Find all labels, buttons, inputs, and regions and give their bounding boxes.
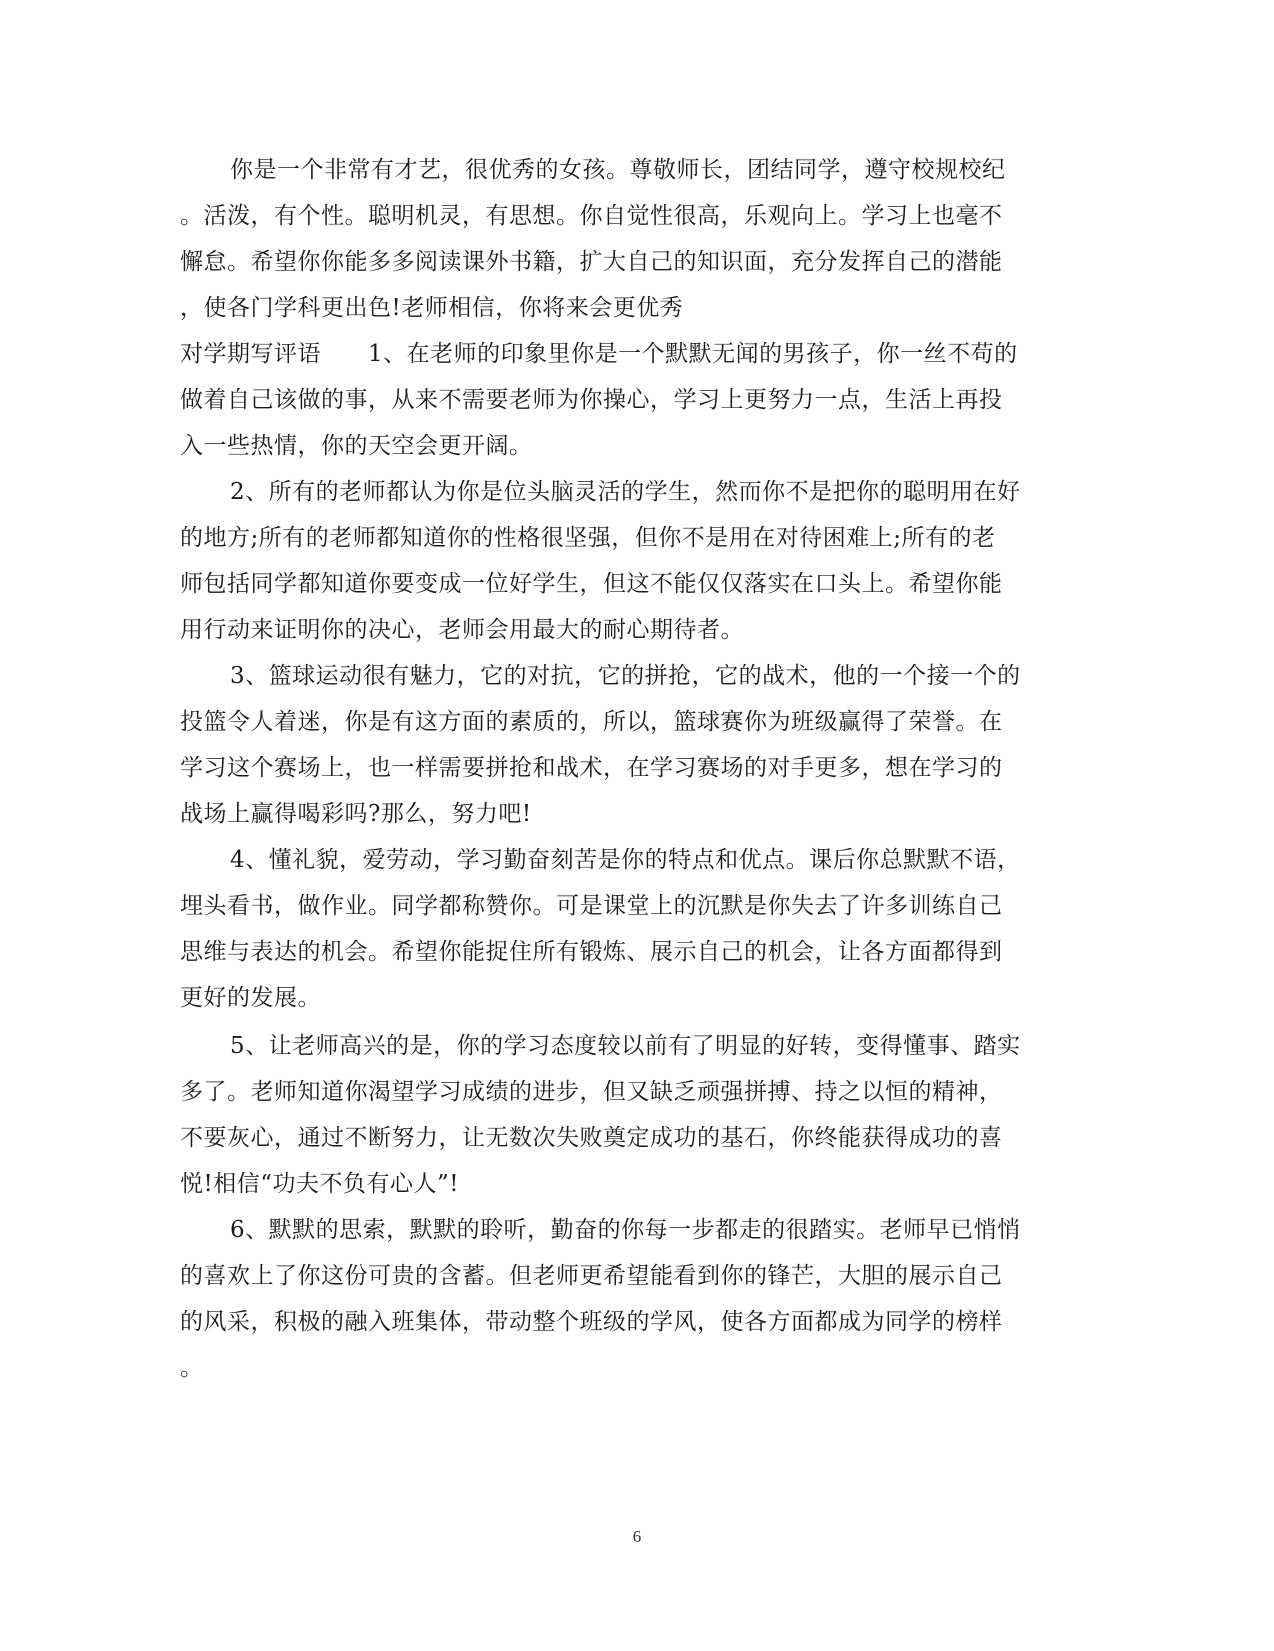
text-line: 投篮令人着迷，你是有这方面的素质的，所以，篮球赛你为班级赢得了荣誉。在 (180, 709, 1003, 735)
text-line: 的地方;所有的老师都知道你的性格很坚强，但你不是用在对待困难上;所有的老 (180, 525, 996, 551)
text-line: 。 (180, 1355, 204, 1381)
page-number: 6 (632, 1527, 642, 1546)
text-line: ，使各门学科更出色!老师相信，你将来会更优秀 (180, 295, 684, 321)
text-line: 对学期写评语 1、在老师的印象里你是一个默默无闻的男孩子，你一丝不苟的 (180, 341, 1018, 367)
text-line: 2、所有的老师都认为你是位头脑灵活的学生，然而你不是把你的聪明用在好 (230, 479, 1021, 505)
text-line: 多了。老师知道你渴望学习成绩的进步，但又缺乏顽强拼搏、持之以恒的精神， (180, 1079, 1003, 1105)
text-line: 4、懂礼貌，爱劳动，学习勤奋刻苦是你的特点和优点。课后你总默默不语， (230, 847, 1021, 873)
text-line: 5、让老师高兴的是，你的学习态度较以前有了明显的好转，变得懂事、踏实 (230, 1033, 1021, 1059)
text-line: 悦!相信“功夫不负有心人”! (180, 1171, 460, 1197)
text-line: 做着自己该做的事，从来不需要老师为你操心，学习上更努力一点，生活上再投 (180, 387, 1003, 413)
text-line: 懈怠。希望你你能多多阅读课外书籍，扩大自己的知识面，充分发挥自己的潜能 (180, 249, 1003, 275)
text-line: 用行动来证明你的决心，老师会用最大的耐心期待者。 (180, 617, 744, 643)
text-line: 入一些热情，你的天空会更开阔。 (180, 433, 533, 459)
text-line: 的风采，积极的融入班集体，带动整个班级的学风，使各方面都成为同学的榜样 (180, 1309, 1003, 1335)
text-line: 6、默默的思索，默默的聆听，勤奋的你每一步都走的很踏实。老师早已悄悄 (230, 1217, 1021, 1243)
text-line: 学习这个赛场上，也一样需要拼抢和战术，在学习赛场的对手更多，想在学习的 (180, 755, 1003, 781)
text-line: 。活泼，有个性。聪明机灵，有思想。你自觉性很高，乐观向上。学习上也毫不 (180, 203, 1003, 229)
text-line: 更好的发展。 (180, 985, 321, 1011)
text-line: 的喜欢上了你这份可贵的含蓄。但老师更希望能看到你的锋芒，大胆的展示自己 (180, 1263, 1003, 1289)
text-line: 师包括同学都知道你要变成一位好学生，但这不能仅仅落实在口头上。希望你能 (180, 571, 1003, 597)
text-line: 你是一个非常有才艺，很优秀的女孩。尊敬师长，团结同学，遵守校规校纪 (230, 157, 1006, 183)
text-line: 埋头看书，做作业。同学都称赞你。可是课堂上的沉默是你失去了许多训练自己 (180, 893, 1003, 919)
text-line: 思维与表达的机会。希望你能捉住所有锻炼、展示自己的机会，让各方面都得到 (180, 939, 1003, 965)
text-line: 3、篮球运动很有魅力，它的对抗，它的拼抢，它的战术，他的一个接一个的 (230, 663, 1021, 689)
text-line: 战场上赢得喝彩吗?那么，努力吧! (180, 801, 532, 827)
text-line: 不要灰心，通过不断努力，让无数次失败奠定成功的基石，你终能获得成功的喜 (180, 1125, 1003, 1151)
